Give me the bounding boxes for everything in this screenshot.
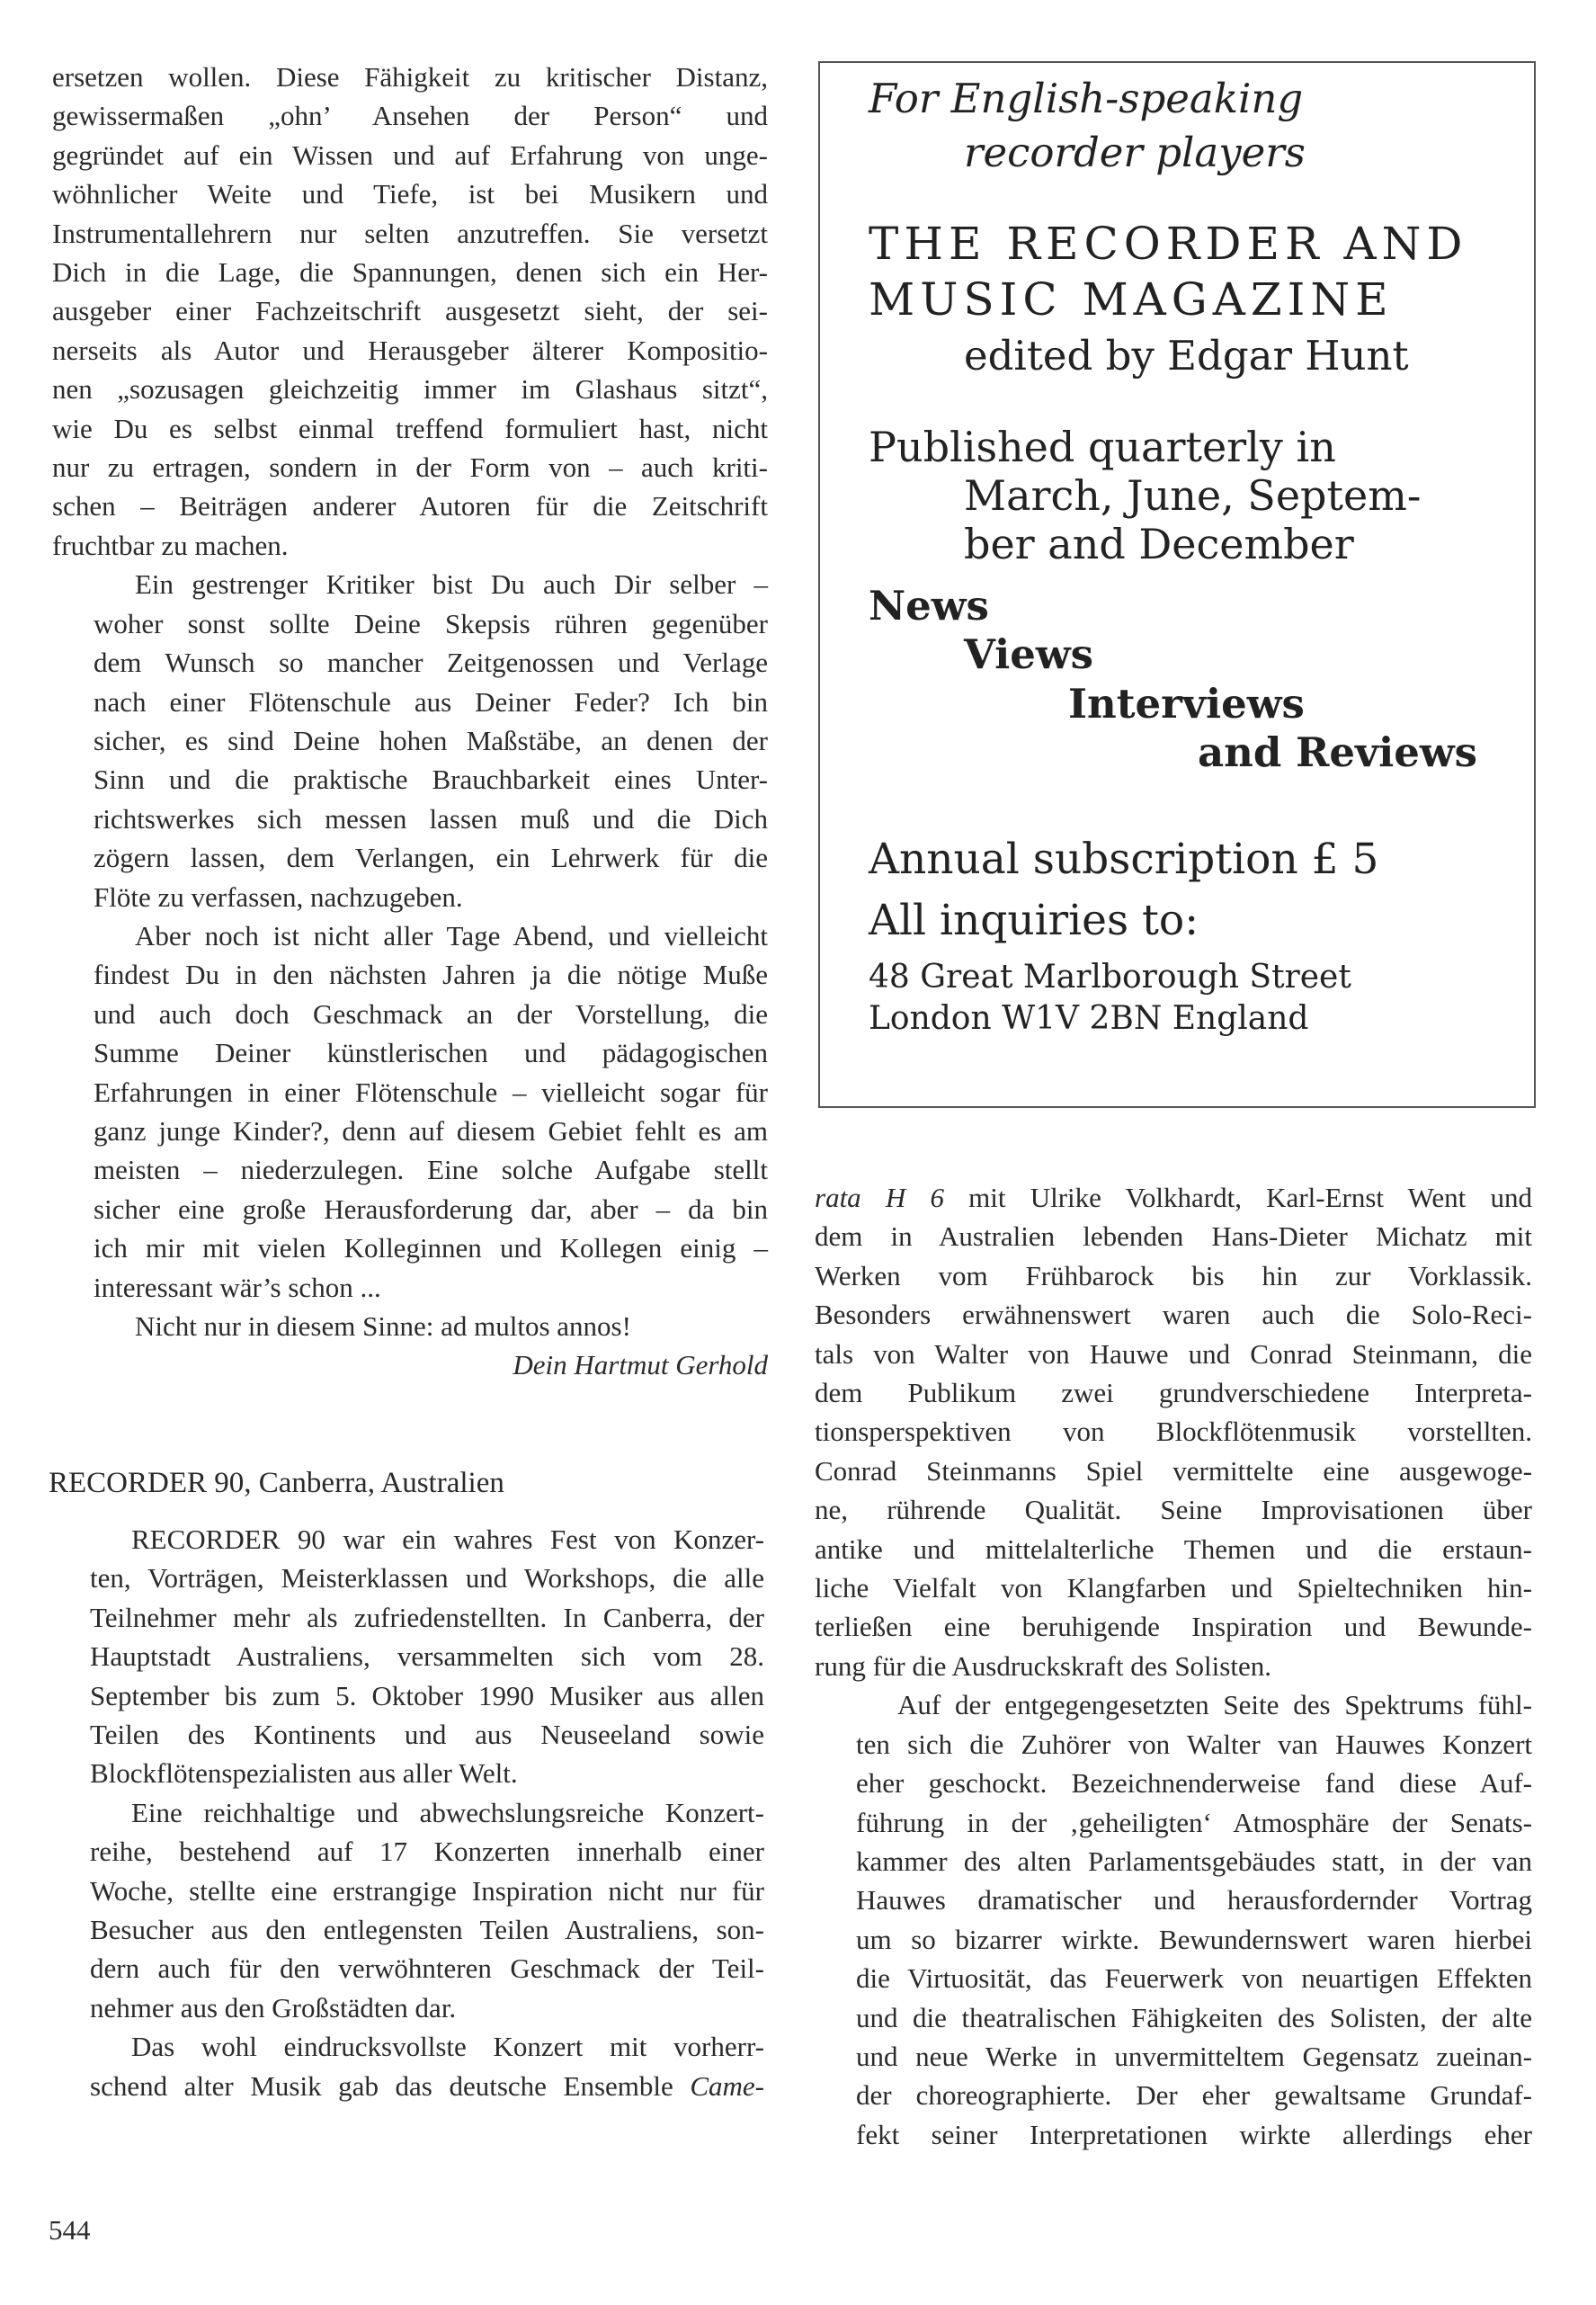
text-line: eher geschockt. Bezeichnenderweise fand diese Auf- (856, 1767, 1532, 1800)
text-line: Das wohl eindrucksvollste Konzert mit vorherr- (131, 2031, 764, 2063)
text-line: Woche, stellte eine erstrangige Inspiration nicht nur für (90, 1874, 764, 1907)
text-line: dern auch für den verwöhnteren Geschmack der Teil- (90, 1952, 764, 1985)
paragraph (815, 1217, 1532, 1685)
text-line: nur zu ertragen, sondern in der Form von – auch kriti- (52, 451, 768, 484)
text-line: schen – Beiträgen anderer Autoren für die Zeitschrift (52, 490, 768, 523)
text-line: rung für die Ausdruckskraft des Solisten. (815, 1649, 1271, 1682)
text-line: Aber noch ist nicht aller Tage Abend, und vielleicht (135, 919, 768, 951)
section-heading: RECORDER 90, Canberra, Australien (49, 1467, 504, 1499)
right-column-report (815, 1178, 1532, 2154)
text-line: Blockflötenspezialisten aus aller Welt. (90, 1757, 518, 1790)
text-line: nerseits als Autor und Herausgeber älterer Kompositio- (52, 334, 768, 366)
text-line: sicher, es sind Deine hohen Maßstäbe, an denen der (94, 724, 768, 756)
ad-address-line-1: 48 Great Marlborough Street (869, 959, 1351, 996)
text-line (815, 1178, 1532, 1217)
text-line: terließen eine beruhigende Inspiration und Bewunde- (815, 1611, 1532, 1643)
text-line: Eine reichhaltige und abwechslungsreiche Konzert- (131, 1796, 764, 1828)
text-line: September bis zum 5. Oktober 1990 Musiker aus allen (90, 1679, 764, 1711)
ensemble-name: rata H 6 (815, 1182, 944, 1213)
left-column-letter (52, 58, 768, 1385)
text-line: nehmer aus den Großstädten dar. (90, 1991, 457, 2024)
text-line: fekt seiner Interpretationen wirkte allerdings eher (856, 2118, 1532, 2150)
text-line: Dich in die Lage, die Spannungen, denen sich ein Her- (52, 256, 768, 289)
text-line: kammer des alten Parlamentsgebäudes statt, in der van (856, 1845, 1532, 1877)
paragraph (49, 2027, 764, 2105)
signature: Dein Hartmut Gerhold (513, 1349, 768, 1381)
text-line: und auch doch Geschmack an der Vorstellung, die (94, 997, 768, 1030)
text-line: ich mir mit vielen Kolleginnen und Kollegen einig – (94, 1232, 768, 1264)
text-line: Hauwes dramatischer und herausfordernder Vortrag (856, 1884, 1532, 1916)
ad-published-3: ber and December (964, 520, 1354, 568)
ensemble-name: Came- (690, 2069, 764, 2102)
text-line: gegründet auf ein Wissen und auf Erfahrung von unge- (52, 138, 768, 171)
text-line: nach einer Flötenschule aus Deiner Feder? Ich bin (94, 685, 768, 718)
text-line: und die theatralischen Fähigkeiten des Solisten, der alte (856, 2001, 1532, 2033)
text-line: gewissermaßen „ohn’ Ansehen der Person“ und (52, 100, 768, 132)
ad-subscription: Annual subscription £ 5 (869, 835, 1379, 884)
text-line: zögern lassen, dem Verlangen, ein Lehrwerk für die (94, 842, 768, 874)
ad-topic-views: Views (964, 630, 1093, 678)
text-line: ersetzen wollen. Diese Fähigkeit zu kritischer Distanz, (52, 61, 768, 93)
text-line: die Virtuosität, das Feuerwerk von neuartigen Effekten (856, 1962, 1532, 1995)
text-line: wie Du es selbst einmal treffend formuliert hast, nicht (52, 412, 768, 444)
ad-inquiries: All inquiries to: (869, 896, 1199, 945)
text-line: der choreographierte. Der eher gewaltsame Grundaf- (856, 2079, 1532, 2112)
advertisement-box (818, 61, 1536, 1108)
page-number: 544 (49, 2214, 91, 2246)
text-line: und neue Werke in unvermitteltem Gegensatz zueinan- (856, 2040, 1532, 2072)
text-line: woher sonst sollte Deine Skepsis rühren gegenüber (94, 607, 768, 639)
ad-published-2: March, June, Septem- (964, 471, 1422, 520)
paragraph (52, 58, 768, 565)
ad-topic-news: News (869, 582, 989, 630)
text-line: Erfahrungen in einer Flötenschule – vielleicht sogar für (94, 1076, 768, 1108)
text-line: liche Vielfalt von Klangfarben und Spieltechniken hin- (815, 1572, 1532, 1604)
text-line: Besonders erwähnenswert waren auch die Solo-Reci- (815, 1299, 1532, 1331)
paragraph (815, 1685, 1532, 2154)
ad-topic-reviews: and Reviews (1198, 728, 1477, 776)
text-line: dem Wunsch so mancher Zeitgenossen und Verlage (94, 647, 768, 679)
paragraph (52, 565, 768, 916)
text-line: Auf der entgegengesetzten Seite des Spektrums fühl- (897, 1689, 1532, 1721)
ad-editor: edited by Edgar Hunt (964, 332, 1409, 380)
ad-tagline-2: recorder players (964, 129, 1306, 176)
text-line: um so bizarrer wirkte. Bewundernswert waren hierbei (856, 1923, 1532, 1955)
paragraph (52, 916, 768, 1307)
paragraph (815, 1178, 1532, 1217)
text-line: antike und mittelalterliche Themen und die erstaun- (815, 1532, 1532, 1565)
ad-topic-interviews: Interviews (1068, 680, 1305, 728)
ad-title-line-2: MUSIC MAGAZINE (869, 273, 1394, 326)
text-line: führung in der ‚geheiligten‘ Atmosphäre der Senats- (856, 1806, 1532, 1838)
paragraph (52, 1307, 768, 1345)
left-column-report (49, 1520, 764, 2105)
text-line: Flöte zu verfassen, nachzugeben. (94, 880, 463, 913)
text-line: Hauptstadt Australiens, versammelten sich vom 28. (90, 1640, 764, 1673)
text-line: Conrad Steinmanns Spiel vermittelte eine ausgewoge- (815, 1454, 1532, 1487)
text-line: findest Du in den nächsten Jahren ja die nötige Muße (94, 959, 768, 991)
text-line: Teilen des Kontinents und aus Neuseeland sowie (90, 1719, 764, 1751)
text-line: Instrumentallehrern nur selten anzutreffen. Sie versetzt (52, 217, 768, 249)
text-line: ganz junge Kinder?, denn auf diesem Gebiet fehlt es am (94, 1114, 768, 1147)
paragraph (49, 1793, 764, 2027)
ad-tagline-1: For English-speaking (869, 75, 1304, 122)
text-span: mit Ulrike Volkhardt, Karl-Ernst Went und (943, 1182, 1532, 1213)
text-line: tionsperspektiven von Blockflötenmusik vorstellten. (815, 1416, 1532, 1448)
text-line: ten, Vorträgen, Meisterklassen und Workshops, die alle (90, 1562, 764, 1595)
text-line: Teilnehmer mehr als zufriedenstellten. In Canberra, der (90, 1601, 764, 1633)
right-paragraphs (815, 1217, 1532, 2154)
text-line: ne, rührende Qualität. Seine Improvisationen über (815, 1494, 1532, 1526)
text-line: Ein gestrenger Kritiker bist Du auch Dir selber – (135, 568, 768, 601)
text-line: nen „sozusagen gleichzeitig immer im Glashaus sitzt“, (52, 373, 768, 406)
text-line: ausgeber einer Fachzeitschrift ausgesetzt sieht, der sei- (52, 295, 768, 327)
text-line: Werken vom Frühbarock bis hin zur Vorklassik. (815, 1259, 1532, 1291)
text-line: interessant wär’s schon ... (94, 1271, 381, 1303)
text-line: Besucher aus den entlegensten Teilen Australiens, son- (90, 1914, 764, 1946)
text-line: meisten – niederzulegen. Eine solche Aufgabe stellt (94, 1154, 768, 1186)
ad-title-line-1: THE RECORDER AND (869, 218, 1468, 270)
text-line: richtswerkes sich messen lassen muß und die Dich (94, 802, 768, 835)
text-line: reihe, bestehend auf 17 Konzerten innerhalb einer (90, 1836, 764, 1868)
text-line: Summe Deiner künstlerischen und pädagogischen (94, 1037, 768, 1069)
text-line: wöhnlicher Weite und Tiefe, ist bei Musikern und (52, 178, 768, 210)
text-line: schend alter Musik gab das deutsche Ensemble Came- (90, 2069, 764, 2102)
text-line: RECORDER 90 war ein wahres Fest von Konzer- (131, 1523, 764, 1555)
ad-published-1: Published quarterly in (869, 423, 1336, 471)
text-line: ten sich die Zuhörer von Walter van Hauwes Konzert (856, 1728, 1532, 1760)
text-line: tals von Walter von Hauwe und Conrad Steinmann, die (815, 1337, 1532, 1370)
text-line: dem Publikum zwei grundverschiedene Interpreta- (815, 1377, 1532, 1409)
text-line: sicher eine große Herausforderung dar, aber – da bin (94, 1193, 768, 1225)
text-line: dem in Australien lebenden Hans-Dieter Michatz mit (815, 1220, 1532, 1253)
text-line: Sinn und die praktische Brauchbarkeit eines Unter- (94, 764, 768, 796)
text-line: fruchtbar zu machen. (52, 529, 289, 561)
paragraph (49, 1520, 764, 1793)
ad-address-line-2: London W1V 2BN England (869, 1000, 1309, 1037)
text-line: Nicht nur in diesem Sinne: ad multos annos! (135, 1310, 631, 1342)
